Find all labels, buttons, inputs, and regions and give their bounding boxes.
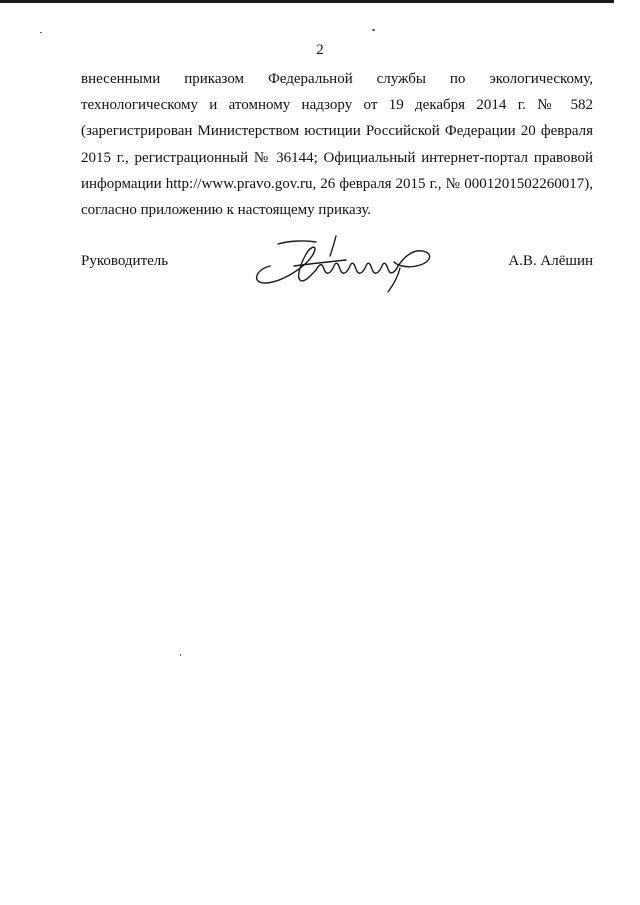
- page-number: 2: [316, 42, 324, 58]
- document-body-paragraph: [81, 66, 593, 223]
- body-text-line: 2015 г., регистрационный № 36144; Официальный интернет-портал правовой: [81, 149, 593, 166]
- signatory-role: Руководитель: [81, 253, 169, 269]
- scan-speck: [40, 32, 42, 33]
- body-text-line: информации http://www.pravo.gov.ru, 26 февраля 2015 г., № 0001201502260017),: [81, 175, 593, 192]
- scan-top-edge: [0, 0, 614, 3]
- body-text-line: (зарегистрирован Министерством юстиции Российской Федерации 20 февраля: [81, 123, 593, 140]
- scan-speck: [372, 29, 375, 31]
- scan-speck: [180, 654, 181, 656]
- body-text-line: согласно приложению к настоящему приказу.: [81, 202, 372, 219]
- body-text-line: внесенными приказом Федеральной службы по экологическому,: [81, 71, 593, 87]
- signatory-name: А.В. Алёшин: [508, 253, 593, 269]
- handwritten-signature-icon: [248, 230, 438, 296]
- body-text-line: технологическому и атомному надзору от 19 декабря 2014 г. № 582: [81, 97, 593, 114]
